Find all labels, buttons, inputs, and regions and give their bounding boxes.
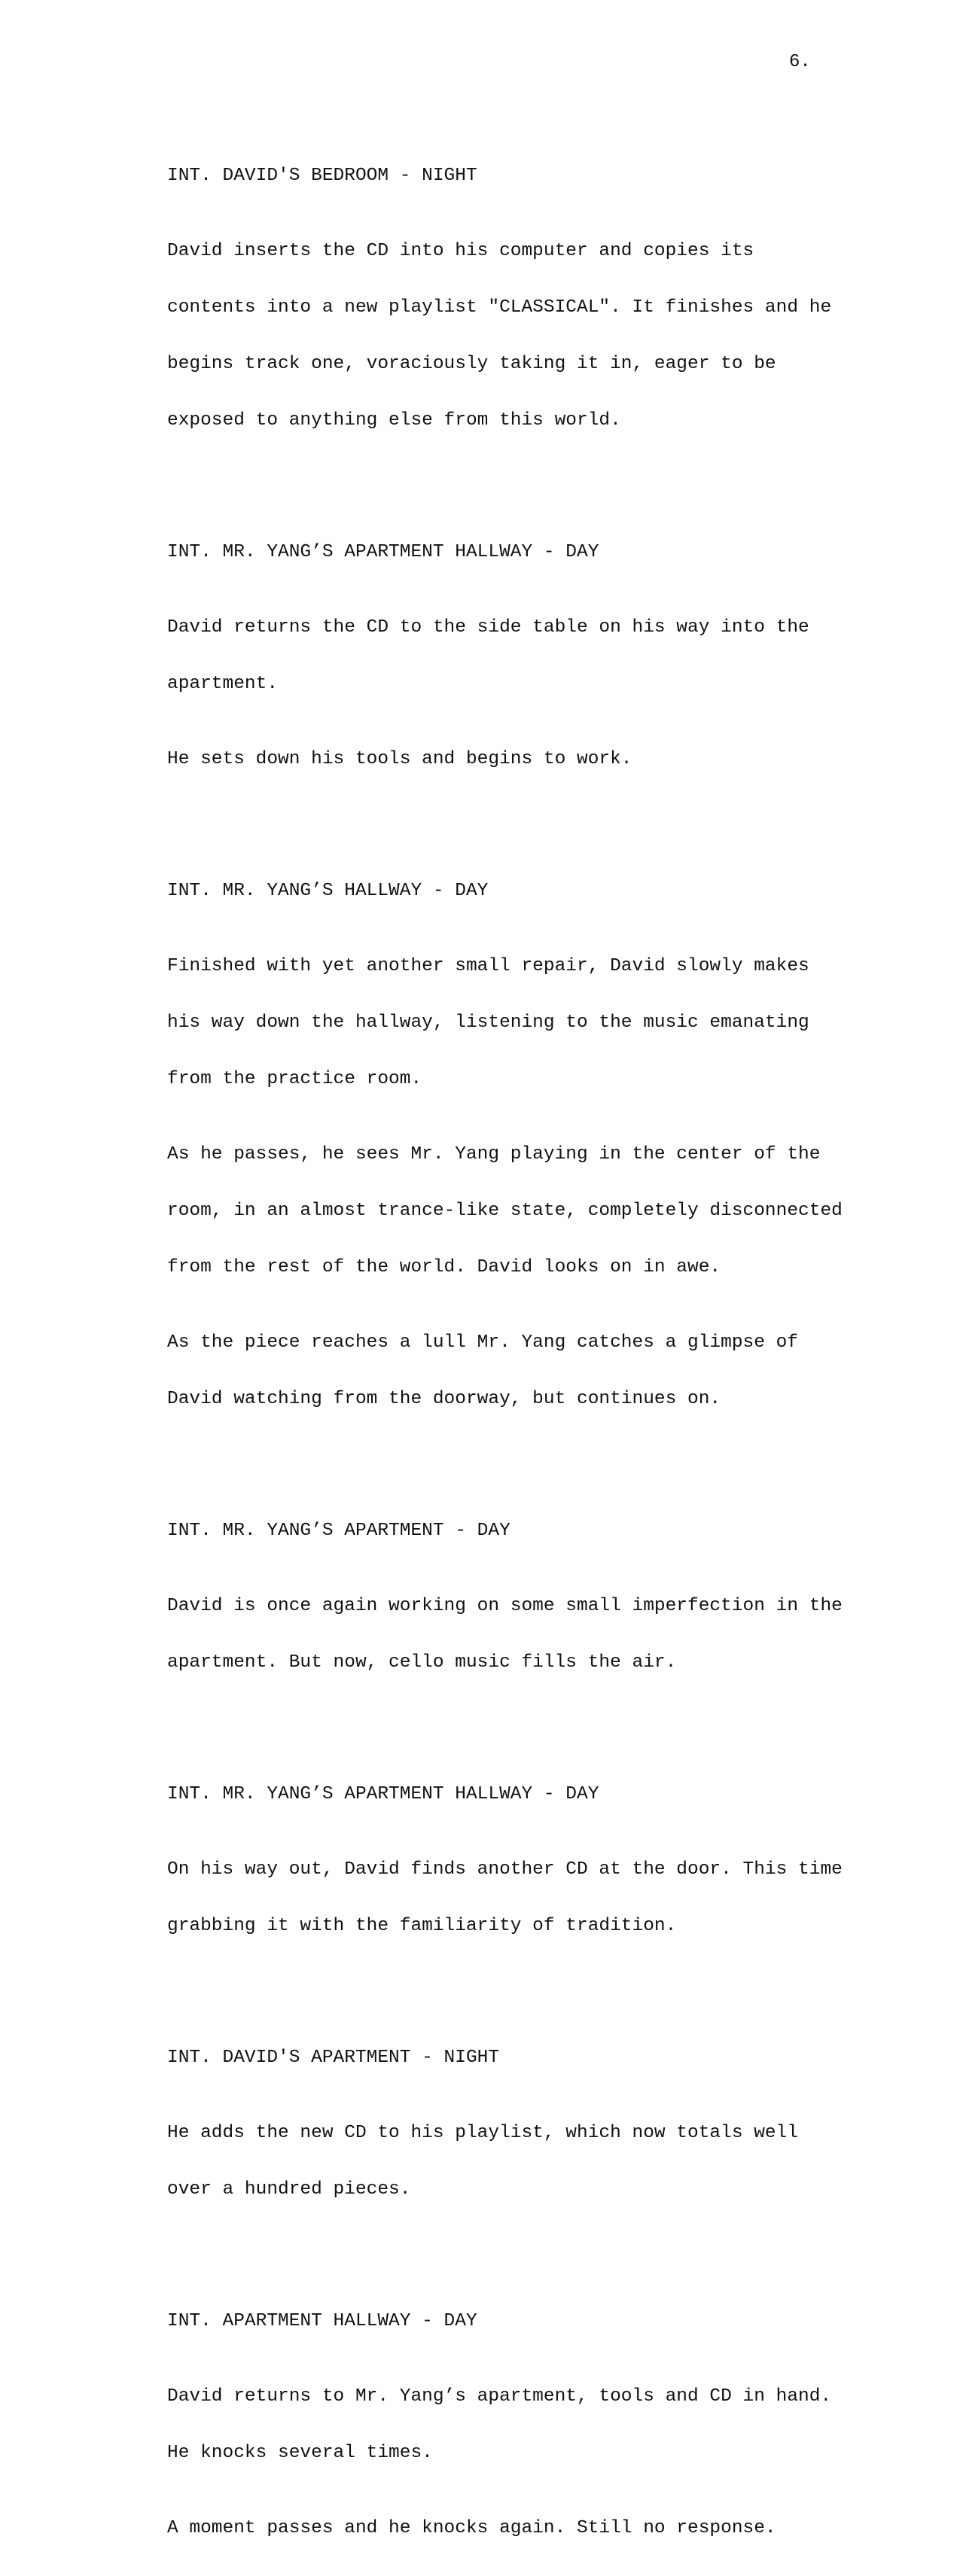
page-number: 6. bbox=[789, 52, 811, 72]
action-line: David returns to Mr. Yang’s apartment, tools and CD in hand. bbox=[167, 2386, 832, 2407]
action-line: exposed to anything else from this world. bbox=[167, 410, 621, 431]
action-line: David watching from the doorway, but continues on. bbox=[167, 1389, 721, 1409]
action-line: David returns the CD to the side table on his way into the bbox=[167, 617, 809, 638]
scene-heading: INT. DAVID'S BEDROOM - NIGHT bbox=[167, 166, 477, 186]
action-line: begins track one, voraciously taking it in, eager to be bbox=[167, 354, 776, 374]
scene-heading: INT. MR. YANG’S APARTMENT HALLWAY - DAY bbox=[167, 1784, 599, 1804]
action-line: On his way out, David finds another CD at the door. This time bbox=[167, 1859, 843, 1880]
scene-heading: INT. APARTMENT HALLWAY - DAY bbox=[167, 2311, 477, 2331]
action-line: As he passes, he sees Mr. Yang playing in the center of the bbox=[167, 1144, 821, 1165]
action-line: David inserts the CD into his computer and copies its bbox=[167, 241, 754, 261]
action-line: He sets down his tools and begins to work. bbox=[167, 749, 632, 769]
action-line: his way down the hallway, listening to the music emanating bbox=[167, 1012, 809, 1033]
action-line: contents into a new playlist "CLASSICAL". It finishes and he bbox=[167, 297, 832, 318]
screenplay-body bbox=[167, 110, 867, 2575]
action-line: apartment. bbox=[167, 674, 279, 694]
scene-heading: INT. MR. YANG’S HALLWAY - DAY bbox=[167, 881, 489, 901]
action-line: Finished with yet another small repair, David slowly makes bbox=[167, 956, 809, 976]
action-line: over a hundred pieces. bbox=[167, 2179, 411, 2200]
action-line: David is once again working on some small imperfection in the bbox=[167, 1596, 843, 1616]
action-line: He adds the new CD to his playlist, which now totals well bbox=[167, 2123, 799, 2143]
scene-heading: INT. MR. YANG’S APARTMENT HALLWAY - DAY bbox=[167, 542, 599, 562]
action-line: from the practice room. bbox=[167, 1069, 422, 1089]
action-line: He knocks several times. bbox=[167, 2443, 433, 2463]
scene-heading: INT. MR. YANG’S APARTMENT - DAY bbox=[167, 1521, 510, 1541]
action-line: As the piece reaches a lull Mr. Yang catches a glimpse of bbox=[167, 1332, 799, 1353]
action-line: grabbing it with the familiarity of tradition. bbox=[167, 1916, 677, 1936]
action-line: A moment passes and he knocks again. Still no response. bbox=[167, 2518, 776, 2538]
action-line: room, in an almost trance-like state, completely disconnected bbox=[167, 1201, 843, 1221]
action-line: apartment. But now, cello music fills the air. bbox=[167, 1652, 677, 1673]
scene-heading: INT. DAVID'S APARTMENT - NIGHT bbox=[167, 2048, 500, 2068]
action-line: from the rest of the world. David looks on in awe. bbox=[167, 1257, 721, 1277]
